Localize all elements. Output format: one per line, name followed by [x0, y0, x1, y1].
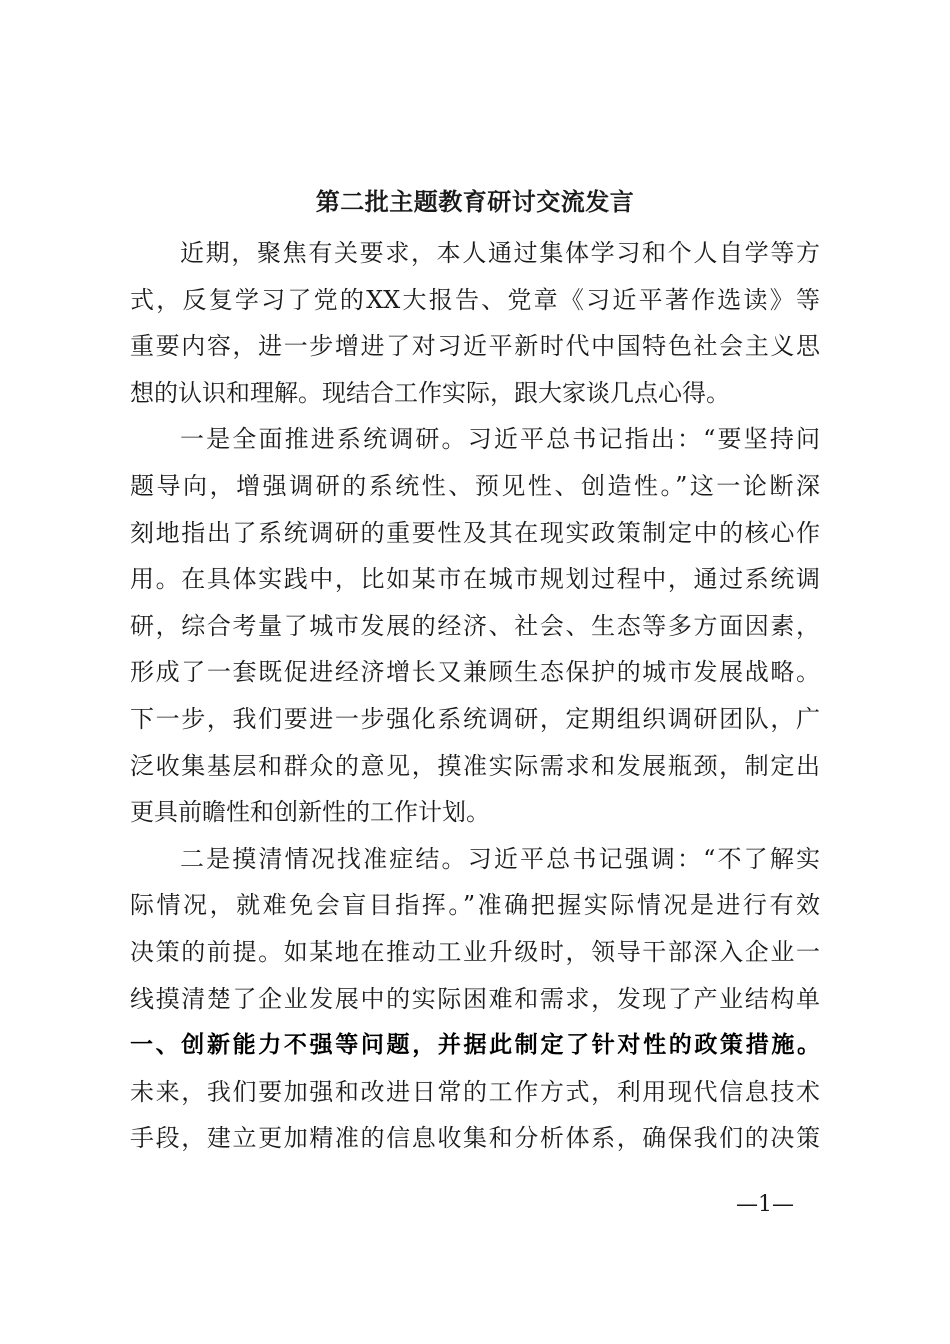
- body-line: 二是摸清情况找准症结。习近平总书记强调：“不了解实: [180, 844, 820, 873]
- body-line: 更具前瞻性和创新性的工作计划。: [130, 798, 490, 827]
- body-line: 用。在具体实践中，比如某市在城市规划过程中，通过系统调: [130, 565, 820, 594]
- page-number: —1—: [736, 1192, 794, 1217]
- body-line: 决策的前提。如某地在推动工业升级时，领导干部深入企业一: [130, 937, 820, 966]
- body-line: 一是全面推进系统调研。习近平总书记指出：“要坚持问: [180, 425, 820, 454]
- body-line: 下一步，我们要进一步强化系统调研，定期组织调研团队，广: [130, 704, 820, 733]
- body-line: 线摸清楚了企业发展中的实际困难和需求，发现了产业结构单: [130, 984, 820, 1013]
- body-line: 手段，建立更加精准的信息收集和分析体系，确保我们的决策: [130, 1124, 820, 1153]
- body-line: 刻地指出了系统调研的重要性及其在现实政策制定中的核心作: [130, 518, 820, 547]
- document-title: 第二批主题教育研讨交流发言: [315, 187, 635, 216]
- document-body: [130, 230, 820, 1162]
- body-line: 题导向，增强调研的系统性、预见性、创造性。”这一论断深: [130, 471, 820, 500]
- body-line: 未来，我们要加强和改进日常的工作方式，利用现代信息技术: [130, 1077, 820, 1106]
- body-line: 泛收集基层和群众的意见，摸准实际需求和发展瓶颈，制定出: [130, 751, 820, 780]
- body-line: 际情况，就难免会盲目指挥。”准确把握实际情况是进行有效: [130, 891, 820, 920]
- body-line: 式，反复学习了党的XX大报告、党章《习近平著作选读》等: [130, 285, 820, 314]
- body-line: 近期，聚焦有关要求，本人通过集体学习和个人自学等方: [180, 239, 820, 267]
- body-line: 形成了一套既促进经济增长又兼顾生态保护的城市发展战略。: [130, 658, 820, 687]
- body-line-bold: 一、创新能力不强等问题，并据此制定了针对性的政策措施。: [130, 1032, 820, 1059]
- body-line: 研，综合考量了城市发展的经济、社会、生态等多方面因素，: [130, 611, 820, 640]
- body-line: 想的认识和理解。现结合工作实际，跟大家谈几点心得。: [130, 378, 730, 407]
- body-line: 重要内容，进一步增进了对习近平新时代中国特色社会主义思: [130, 332, 820, 361]
